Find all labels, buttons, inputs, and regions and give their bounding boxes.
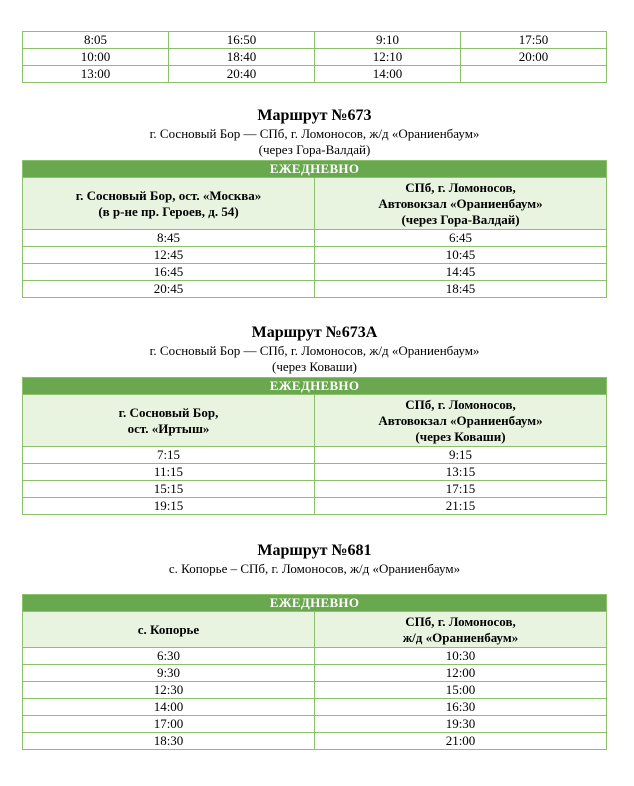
time-cell: 18:45 bbox=[315, 281, 607, 298]
table-row bbox=[23, 648, 607, 665]
table-row bbox=[23, 447, 607, 464]
time-cell: 14:00 bbox=[315, 66, 461, 83]
time-cell: 13:15 bbox=[315, 464, 607, 481]
time-cell: 19:15 bbox=[23, 498, 315, 515]
route-note: (через Гора-Валдай) bbox=[258, 142, 371, 157]
time-cell: 8:05 bbox=[23, 32, 169, 49]
time-cell: 19:30 bbox=[315, 716, 607, 733]
route-673-heading bbox=[22, 106, 607, 158]
table-row bbox=[23, 716, 607, 733]
route-note: (через Коваши) bbox=[271, 359, 357, 374]
time-cell: 6:45 bbox=[315, 230, 607, 247]
time-cell: 10:30 bbox=[315, 648, 607, 665]
time-cell: 20:00 bbox=[461, 49, 607, 66]
route-673-table bbox=[22, 160, 607, 298]
table-row bbox=[23, 481, 607, 498]
route-subtitle: г. Сосновый Бор — СПб, г. Ломоносов, ж/д «Ораниенбаум» bbox=[149, 126, 480, 141]
route-673a-heading bbox=[22, 323, 607, 375]
table-row bbox=[23, 49, 607, 66]
time-cell: 12:10 bbox=[315, 49, 461, 66]
time-cell: 16:30 bbox=[315, 699, 607, 716]
time-cell: 21:00 bbox=[315, 733, 607, 750]
time-cell: 16:50 bbox=[169, 32, 315, 49]
time-cell: 15:15 bbox=[23, 481, 315, 498]
column-header-return: СПб, г. Ломоносов, Автовокзал «Ораниенбаум» (через Коваши) bbox=[315, 395, 607, 447]
time-cell: 12:45 bbox=[23, 247, 315, 264]
column-header-departure: г. Сосновый Бор, ост. «Москва» (в р-не пр. Героев, д. 54) bbox=[23, 178, 315, 230]
table-row bbox=[23, 247, 607, 264]
table-row bbox=[23, 264, 607, 281]
route-681-heading bbox=[22, 541, 607, 577]
table-row bbox=[23, 665, 607, 682]
time-cell: 10:00 bbox=[23, 49, 169, 66]
daily-banner: ЕЖЕДНЕВНО bbox=[23, 378, 607, 395]
table-row bbox=[23, 498, 607, 515]
column-header-return: СПб, г. Ломоносов, Автовокзал «Ораниенбаум» (через Гора-Валдай) bbox=[315, 178, 607, 230]
time-cell: 13:00 bbox=[23, 66, 169, 83]
time-cell: 11:15 bbox=[23, 464, 315, 481]
table-row bbox=[23, 464, 607, 481]
table-row bbox=[23, 281, 607, 298]
table-row bbox=[23, 66, 607, 83]
time-cell: 10:45 bbox=[315, 247, 607, 264]
time-cell bbox=[461, 66, 607, 83]
column-header-departure: с. Копорье bbox=[23, 612, 315, 648]
route-681-table bbox=[22, 594, 607, 750]
time-cell: 9:15 bbox=[315, 447, 607, 464]
time-cell: 18:40 bbox=[169, 49, 315, 66]
table-row bbox=[23, 699, 607, 716]
route-673a-table bbox=[22, 377, 607, 515]
time-cell: 15:00 bbox=[315, 682, 607, 699]
time-cell: 18:30 bbox=[23, 733, 315, 750]
time-cell: 14:00 bbox=[23, 699, 315, 716]
route-subtitle: с. Копорье – СПб, г. Ломоносов, ж/д «Ораниенбаум» bbox=[168, 561, 461, 576]
time-cell: 8:45 bbox=[23, 230, 315, 247]
time-cell: 12:30 bbox=[23, 682, 315, 699]
time-cell: 12:00 bbox=[315, 665, 607, 682]
time-cell: 16:45 bbox=[23, 264, 315, 281]
time-cell: 17:00 bbox=[23, 716, 315, 733]
time-cell: 20:45 bbox=[23, 281, 315, 298]
time-cell: 17:50 bbox=[461, 32, 607, 49]
route-title: Маршрут №673А bbox=[251, 324, 378, 341]
time-cell: 7:15 bbox=[23, 447, 315, 464]
time-cell: 21:15 bbox=[315, 498, 607, 515]
top-schedule-table bbox=[22, 31, 607, 83]
table-row bbox=[23, 733, 607, 750]
time-cell: 9:30 bbox=[23, 665, 315, 682]
daily-banner: ЕЖЕДНЕВНО bbox=[23, 595, 607, 612]
column-header-return: СПб, г. Ломоносов, ж/д «Ораниенбаум» bbox=[315, 612, 607, 648]
table-row bbox=[23, 230, 607, 247]
time-cell: 6:30 bbox=[23, 648, 315, 665]
daily-banner: ЕЖЕДНЕВНО bbox=[23, 161, 607, 178]
time-cell: 17:15 bbox=[315, 481, 607, 498]
route-subtitle: г. Сосновый Бор — СПб, г. Ломоносов, ж/д «Ораниенбаум» bbox=[149, 343, 480, 358]
table-row bbox=[23, 32, 607, 49]
route-title: Маршрут №673 bbox=[257, 107, 372, 124]
time-cell: 14:45 bbox=[315, 264, 607, 281]
time-cell: 20:40 bbox=[169, 66, 315, 83]
table-row bbox=[23, 682, 607, 699]
route-title: Маршрут №681 bbox=[257, 542, 372, 559]
column-header-departure: г. Сосновый Бор, ост. «Иртыш» bbox=[23, 395, 315, 447]
time-cell: 9:10 bbox=[315, 32, 461, 49]
